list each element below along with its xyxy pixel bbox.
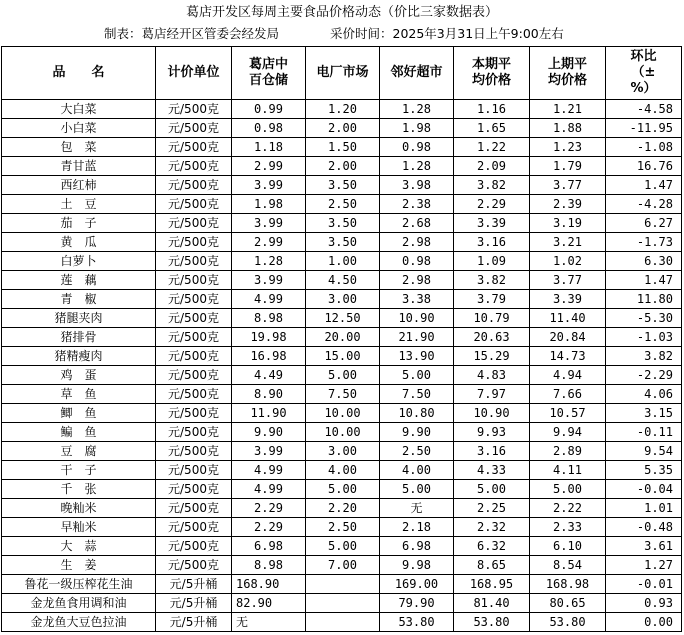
- table-row: [2, 442, 682, 461]
- row-store3-price: 2.68: [380, 214, 454, 233]
- row-store3-price: 21.90: [380, 328, 454, 347]
- table-row: [2, 594, 682, 613]
- row-name-cell: 猪排骨: [2, 328, 156, 347]
- row-unit-cell: 元/500克: [156, 328, 232, 347]
- row-avg-price: 3.16: [454, 233, 530, 252]
- row-store2-price: 1.20: [306, 100, 380, 119]
- row-store1-price: 19.98: [232, 328, 306, 347]
- row-prev-price: 3.21: [530, 233, 606, 252]
- table-row: [2, 271, 682, 290]
- row-store2-price: [306, 613, 380, 632]
- row-name-cell: 猪精瘦肉: [2, 347, 156, 366]
- row-change-pct: 3.82: [606, 347, 682, 366]
- col-header-avg: 本期平均价格: [454, 47, 530, 100]
- table-row: [2, 195, 682, 214]
- row-store3-price: 无: [380, 499, 454, 518]
- row-change-pct: 16.76: [606, 157, 682, 176]
- row-change-pct: 3.61: [606, 537, 682, 556]
- row-store1-price: 8.98: [232, 309, 306, 328]
- row-avg-price: 2.25: [454, 499, 530, 518]
- table-row: [2, 138, 682, 157]
- row-store1-price: 4.49: [232, 366, 306, 385]
- row-name-cell: 鲫 鱼: [2, 404, 156, 423]
- row-store1-price: 2.29: [232, 518, 306, 537]
- row-name-cell: 小白菜: [2, 119, 156, 138]
- row-prev-price: 2.33: [530, 518, 606, 537]
- row-change-pct: 11.80: [606, 290, 682, 309]
- table-row: [2, 575, 682, 594]
- row-store2-price: 4.50: [306, 271, 380, 290]
- row-store2-price: 3.00: [306, 290, 380, 309]
- row-change-pct: 5.35: [606, 461, 682, 480]
- row-prev-price: 168.98: [530, 575, 606, 594]
- row-store3-price: 7.50: [380, 385, 454, 404]
- row-unit-cell: 元/500克: [156, 214, 232, 233]
- row-name-cell: 晚籼米: [2, 499, 156, 518]
- row-prev-price: 80.65: [530, 594, 606, 613]
- row-avg-price: 3.82: [454, 176, 530, 195]
- row-avg-price: 4.33: [454, 461, 530, 480]
- table-row: [2, 366, 682, 385]
- row-prev-price: 3.39: [530, 290, 606, 309]
- row-unit-cell: 元/500克: [156, 309, 232, 328]
- row-store3-price: 10.80: [380, 404, 454, 423]
- row-store2-price: 2.00: [306, 119, 380, 138]
- row-change-pct: 1.47: [606, 176, 682, 195]
- row-unit-cell: 元/500克: [156, 252, 232, 271]
- row-prev-price: 1.88: [530, 119, 606, 138]
- row-name-cell: 金龙鱼食用调和油: [2, 594, 156, 613]
- row-store1-price: 1.98: [232, 195, 306, 214]
- row-store2-price: [306, 594, 380, 613]
- col-header-change: 环比（±%）: [606, 47, 682, 100]
- collect-time-label: 采价时间：2025年3月31日上午9:00左右: [330, 26, 564, 41]
- row-store2-price: 12.50: [306, 309, 380, 328]
- row-store1-price: 8.90: [232, 385, 306, 404]
- row-store2-price: [306, 575, 380, 594]
- row-unit-cell: 元/5升桶: [156, 594, 232, 613]
- row-store3-price: 13.90: [380, 347, 454, 366]
- row-store2-price: 20.00: [306, 328, 380, 347]
- row-prev-price: 1.02: [530, 252, 606, 271]
- row-avg-price: 2.29: [454, 195, 530, 214]
- row-store1-price: 2.29: [232, 499, 306, 518]
- table-row: [2, 499, 682, 518]
- row-unit-cell: 元/500克: [156, 461, 232, 480]
- row-unit-cell: 元/500克: [156, 518, 232, 537]
- row-prev-price: 4.94: [530, 366, 606, 385]
- row-store2-price: 7.00: [306, 556, 380, 575]
- row-name-cell: 早籼米: [2, 518, 156, 537]
- table-row: [2, 252, 682, 271]
- row-store3-price: 3.98: [380, 176, 454, 195]
- row-name-cell: 大 蒜: [2, 537, 156, 556]
- row-store1-price: 4.99: [232, 480, 306, 499]
- maker-label: 制表：葛店经开区管委会经发局: [104, 26, 280, 41]
- col-header-store1: 葛店中百仓储: [232, 47, 306, 100]
- row-prev-price: 2.22: [530, 499, 606, 518]
- row-name-cell: 鸡 蛋: [2, 366, 156, 385]
- row-unit-cell: 元/500克: [156, 404, 232, 423]
- table-row: [2, 518, 682, 537]
- row-store2-price: 1.50: [306, 138, 380, 157]
- row-name-cell: 千 张: [2, 480, 156, 499]
- row-unit-cell: 元/500克: [156, 442, 232, 461]
- row-store2-price: 1.00: [306, 252, 380, 271]
- row-store1-price: 11.90: [232, 404, 306, 423]
- row-unit-cell: 元/5升桶: [156, 613, 232, 632]
- row-store3-price: 53.80: [380, 613, 454, 632]
- table-row: [2, 176, 682, 195]
- row-avg-price: 20.63: [454, 328, 530, 347]
- row-store1-price: 3.99: [232, 271, 306, 290]
- row-avg-price: 1.22: [454, 138, 530, 157]
- row-store1-price: 2.99: [232, 233, 306, 252]
- row-unit-cell: 元/5升桶: [156, 575, 232, 594]
- row-name-cell: 金龙鱼大豆色拉油: [2, 613, 156, 632]
- row-avg-price: 3.79: [454, 290, 530, 309]
- row-avg-price: 7.97: [454, 385, 530, 404]
- row-change-pct: -11.95: [606, 119, 682, 138]
- row-unit-cell: 元/500克: [156, 366, 232, 385]
- row-name-cell: 青甘蓝: [2, 157, 156, 176]
- row-store1-price: 6.98: [232, 537, 306, 556]
- row-change-pct: -4.58: [606, 100, 682, 119]
- table-row: [2, 556, 682, 575]
- row-avg-price: 1.09: [454, 252, 530, 271]
- row-store3-price: 2.98: [380, 233, 454, 252]
- row-name-cell: 白萝卜: [2, 252, 156, 271]
- row-prev-price: 3.77: [530, 176, 606, 195]
- row-prev-price: 5.00: [530, 480, 606, 499]
- row-prev-price: 1.21: [530, 100, 606, 119]
- row-store3-price: 0.98: [380, 138, 454, 157]
- row-store3-price: 1.28: [380, 100, 454, 119]
- row-unit-cell: 元/500克: [156, 195, 232, 214]
- row-avg-price: 3.82: [454, 271, 530, 290]
- row-name-cell: 鲁花一级压榨花生油: [2, 575, 156, 594]
- table-row: [2, 100, 682, 119]
- sheet-meta: [0, 24, 684, 44]
- row-store2-price: 10.00: [306, 423, 380, 442]
- row-change-pct: 0.00: [606, 613, 682, 632]
- row-avg-price: 6.32: [454, 537, 530, 556]
- row-avg-price: 81.40: [454, 594, 530, 613]
- row-unit-cell: 元/500克: [156, 480, 232, 499]
- row-avg-price: 9.93: [454, 423, 530, 442]
- row-store2-price: 2.00: [306, 157, 380, 176]
- row-avg-price: 5.00: [454, 480, 530, 499]
- row-store2-price: 4.00: [306, 461, 380, 480]
- row-name-cell: 茄 子: [2, 214, 156, 233]
- row-store1-price: 0.99: [232, 100, 306, 119]
- row-avg-price: 1.16: [454, 100, 530, 119]
- row-prev-price: 2.89: [530, 442, 606, 461]
- row-store3-price: 2.18: [380, 518, 454, 537]
- row-avg-price: 2.09: [454, 157, 530, 176]
- row-store2-price: 3.50: [306, 214, 380, 233]
- row-avg-price: 3.16: [454, 442, 530, 461]
- row-store2-price: 3.00: [306, 442, 380, 461]
- row-avg-price: 10.79: [454, 309, 530, 328]
- row-prev-price: 3.19: [530, 214, 606, 233]
- row-store2-price: 7.50: [306, 385, 380, 404]
- row-store1-price: 16.98: [232, 347, 306, 366]
- row-store3-price: 6.98: [380, 537, 454, 556]
- row-change-pct: 6.27: [606, 214, 682, 233]
- col-header-store2: 电厂市场: [306, 47, 380, 100]
- row-store2-price: 5.00: [306, 366, 380, 385]
- row-change-pct: -0.11: [606, 423, 682, 442]
- row-change-pct: -4.28: [606, 195, 682, 214]
- row-store1-price: 1.28: [232, 252, 306, 271]
- row-store3-price: 1.98: [380, 119, 454, 138]
- row-store1-price: 9.90: [232, 423, 306, 442]
- row-unit-cell: 元/500克: [156, 176, 232, 195]
- row-change-pct: -2.29: [606, 366, 682, 385]
- table-row: [2, 309, 682, 328]
- table-row: [2, 480, 682, 499]
- row-store2-price: 2.20: [306, 499, 380, 518]
- row-store1-price: 3.99: [232, 442, 306, 461]
- row-name-cell: 猪腿夹肉: [2, 309, 156, 328]
- row-store1-price: 1.18: [232, 138, 306, 157]
- row-store3-price: 1.28: [380, 157, 454, 176]
- row-unit-cell: 元/500克: [156, 385, 232, 404]
- row-prev-price: 1.23: [530, 138, 606, 157]
- price-table: [1, 46, 682, 632]
- row-unit-cell: 元/500克: [156, 233, 232, 252]
- row-unit-cell: 元/500克: [156, 157, 232, 176]
- row-store3-price: 169.00: [380, 575, 454, 594]
- row-store2-price: 5.00: [306, 480, 380, 499]
- row-prev-price: 8.54: [530, 556, 606, 575]
- row-change-pct: -1.08: [606, 138, 682, 157]
- row-change-pct: -5.30: [606, 309, 682, 328]
- table-row: [2, 461, 682, 480]
- row-store3-price: 2.50: [380, 442, 454, 461]
- row-prev-price: 20.84: [530, 328, 606, 347]
- row-store3-price: 3.38: [380, 290, 454, 309]
- header-row: [2, 47, 682, 100]
- row-change-pct: -1.03: [606, 328, 682, 347]
- table-row: [2, 119, 682, 138]
- row-unit-cell: 元/500克: [156, 347, 232, 366]
- row-prev-price: 14.73: [530, 347, 606, 366]
- row-store2-price: 10.00: [306, 404, 380, 423]
- row-store3-price: 10.90: [380, 309, 454, 328]
- row-store2-price: 3.50: [306, 176, 380, 195]
- row-change-pct: 9.54: [606, 442, 682, 461]
- row-store1-price: 3.99: [232, 176, 306, 195]
- row-change-pct: 1.27: [606, 556, 682, 575]
- row-prev-price: 6.10: [530, 537, 606, 556]
- row-name-cell: 鳊 鱼: [2, 423, 156, 442]
- sheet-title: 葛店开发区每周主要食品价格动态（价比三家数据表）: [185, 5, 498, 20]
- col-header-name: 品 名: [2, 47, 156, 100]
- row-change-pct: -0.01: [606, 575, 682, 594]
- row-name-cell: 包 菜: [2, 138, 156, 157]
- table-row: [2, 423, 682, 442]
- row-unit-cell: 元/500克: [156, 537, 232, 556]
- row-prev-price: 53.80: [530, 613, 606, 632]
- row-avg-price: 53.80: [454, 613, 530, 632]
- col-header-unit: 计价单位: [156, 47, 232, 100]
- table-row: [2, 157, 682, 176]
- row-avg-price: 168.95: [454, 575, 530, 594]
- row-avg-price: 1.65: [454, 119, 530, 138]
- row-name-cell: 西红柿: [2, 176, 156, 195]
- table-row: [2, 328, 682, 347]
- row-prev-price: 11.40: [530, 309, 606, 328]
- row-name-cell: 土 豆: [2, 195, 156, 214]
- row-change-pct: 1.01: [606, 499, 682, 518]
- row-name-cell: 草 鱼: [2, 385, 156, 404]
- row-avg-price: 15.29: [454, 347, 530, 366]
- row-store2-price: 5.00: [306, 537, 380, 556]
- row-avg-price: 10.90: [454, 404, 530, 423]
- row-change-pct: 0.93: [606, 594, 682, 613]
- row-unit-cell: 元/500克: [156, 423, 232, 442]
- row-change-pct: 4.06: [606, 385, 682, 404]
- row-change-pct: 1.47: [606, 271, 682, 290]
- row-unit-cell: 元/500克: [156, 119, 232, 138]
- table-body: [2, 100, 682, 632]
- row-prev-price: 10.57: [530, 404, 606, 423]
- row-name-cell: 大白菜: [2, 100, 156, 119]
- row-store2-price: 3.50: [306, 233, 380, 252]
- row-change-pct: 3.15: [606, 404, 682, 423]
- row-store2-price: 2.50: [306, 518, 380, 537]
- row-name-cell: 干 子: [2, 461, 156, 480]
- row-store1-price: 3.99: [232, 214, 306, 233]
- row-unit-cell: 元/500克: [156, 138, 232, 157]
- row-prev-price: 1.79: [530, 157, 606, 176]
- row-unit-cell: 元/500克: [156, 499, 232, 518]
- table-row: [2, 385, 682, 404]
- row-unit-cell: 元/500克: [156, 556, 232, 575]
- row-prev-price: 7.66: [530, 385, 606, 404]
- row-store3-price: 2.38: [380, 195, 454, 214]
- row-avg-price: 4.83: [454, 366, 530, 385]
- row-store1-price: 8.98: [232, 556, 306, 575]
- row-unit-cell: 元/500克: [156, 290, 232, 309]
- row-store3-price: 5.00: [380, 480, 454, 499]
- col-header-store3: 邻好超市: [380, 47, 454, 100]
- table-row: [2, 404, 682, 423]
- row-unit-cell: 元/500克: [156, 100, 232, 119]
- table-row: [2, 233, 682, 252]
- row-store1-price: 2.99: [232, 157, 306, 176]
- row-store1-price: 0.98: [232, 119, 306, 138]
- row-name-cell: 青 椒: [2, 290, 156, 309]
- row-store3-price: 5.00: [380, 366, 454, 385]
- row-avg-price: 8.65: [454, 556, 530, 575]
- row-store1-price: 4.99: [232, 290, 306, 309]
- row-store3-price: 2.98: [380, 271, 454, 290]
- row-store1-price: 82.90: [232, 594, 306, 613]
- row-store3-price: 9.90: [380, 423, 454, 442]
- row-store1-price: 无: [232, 613, 306, 632]
- row-unit-cell: 元/500克: [156, 271, 232, 290]
- row-avg-price: 2.32: [454, 518, 530, 537]
- table-row: [2, 537, 682, 556]
- table-row: [2, 214, 682, 233]
- row-name-cell: 豆 腐: [2, 442, 156, 461]
- row-prev-price: 2.39: [530, 195, 606, 214]
- row-store3-price: 9.98: [380, 556, 454, 575]
- table-row: [2, 613, 682, 632]
- row-store1-price: 4.99: [232, 461, 306, 480]
- row-name-cell: 生 姜: [2, 556, 156, 575]
- row-name-cell: 黄 瓜: [2, 233, 156, 252]
- row-store3-price: 79.90: [380, 594, 454, 613]
- row-store2-price: 2.50: [306, 195, 380, 214]
- table-row: [2, 347, 682, 366]
- col-header-prev: 上期平均价格: [530, 47, 606, 100]
- row-store3-price: 0.98: [380, 252, 454, 271]
- row-prev-price: 4.11: [530, 461, 606, 480]
- row-store2-price: 15.00: [306, 347, 380, 366]
- row-change-pct: -0.04: [606, 480, 682, 499]
- row-prev-price: 9.94: [530, 423, 606, 442]
- table-row: [2, 290, 682, 309]
- row-avg-price: 3.39: [454, 214, 530, 233]
- row-store3-price: 4.00: [380, 461, 454, 480]
- row-prev-price: 3.77: [530, 271, 606, 290]
- row-change-pct: -1.73: [606, 233, 682, 252]
- row-name-cell: 莲 藕: [2, 271, 156, 290]
- row-store1-price: 168.90: [232, 575, 306, 594]
- row-change-pct: -0.48: [606, 518, 682, 537]
- row-change-pct: 6.30: [606, 252, 682, 271]
